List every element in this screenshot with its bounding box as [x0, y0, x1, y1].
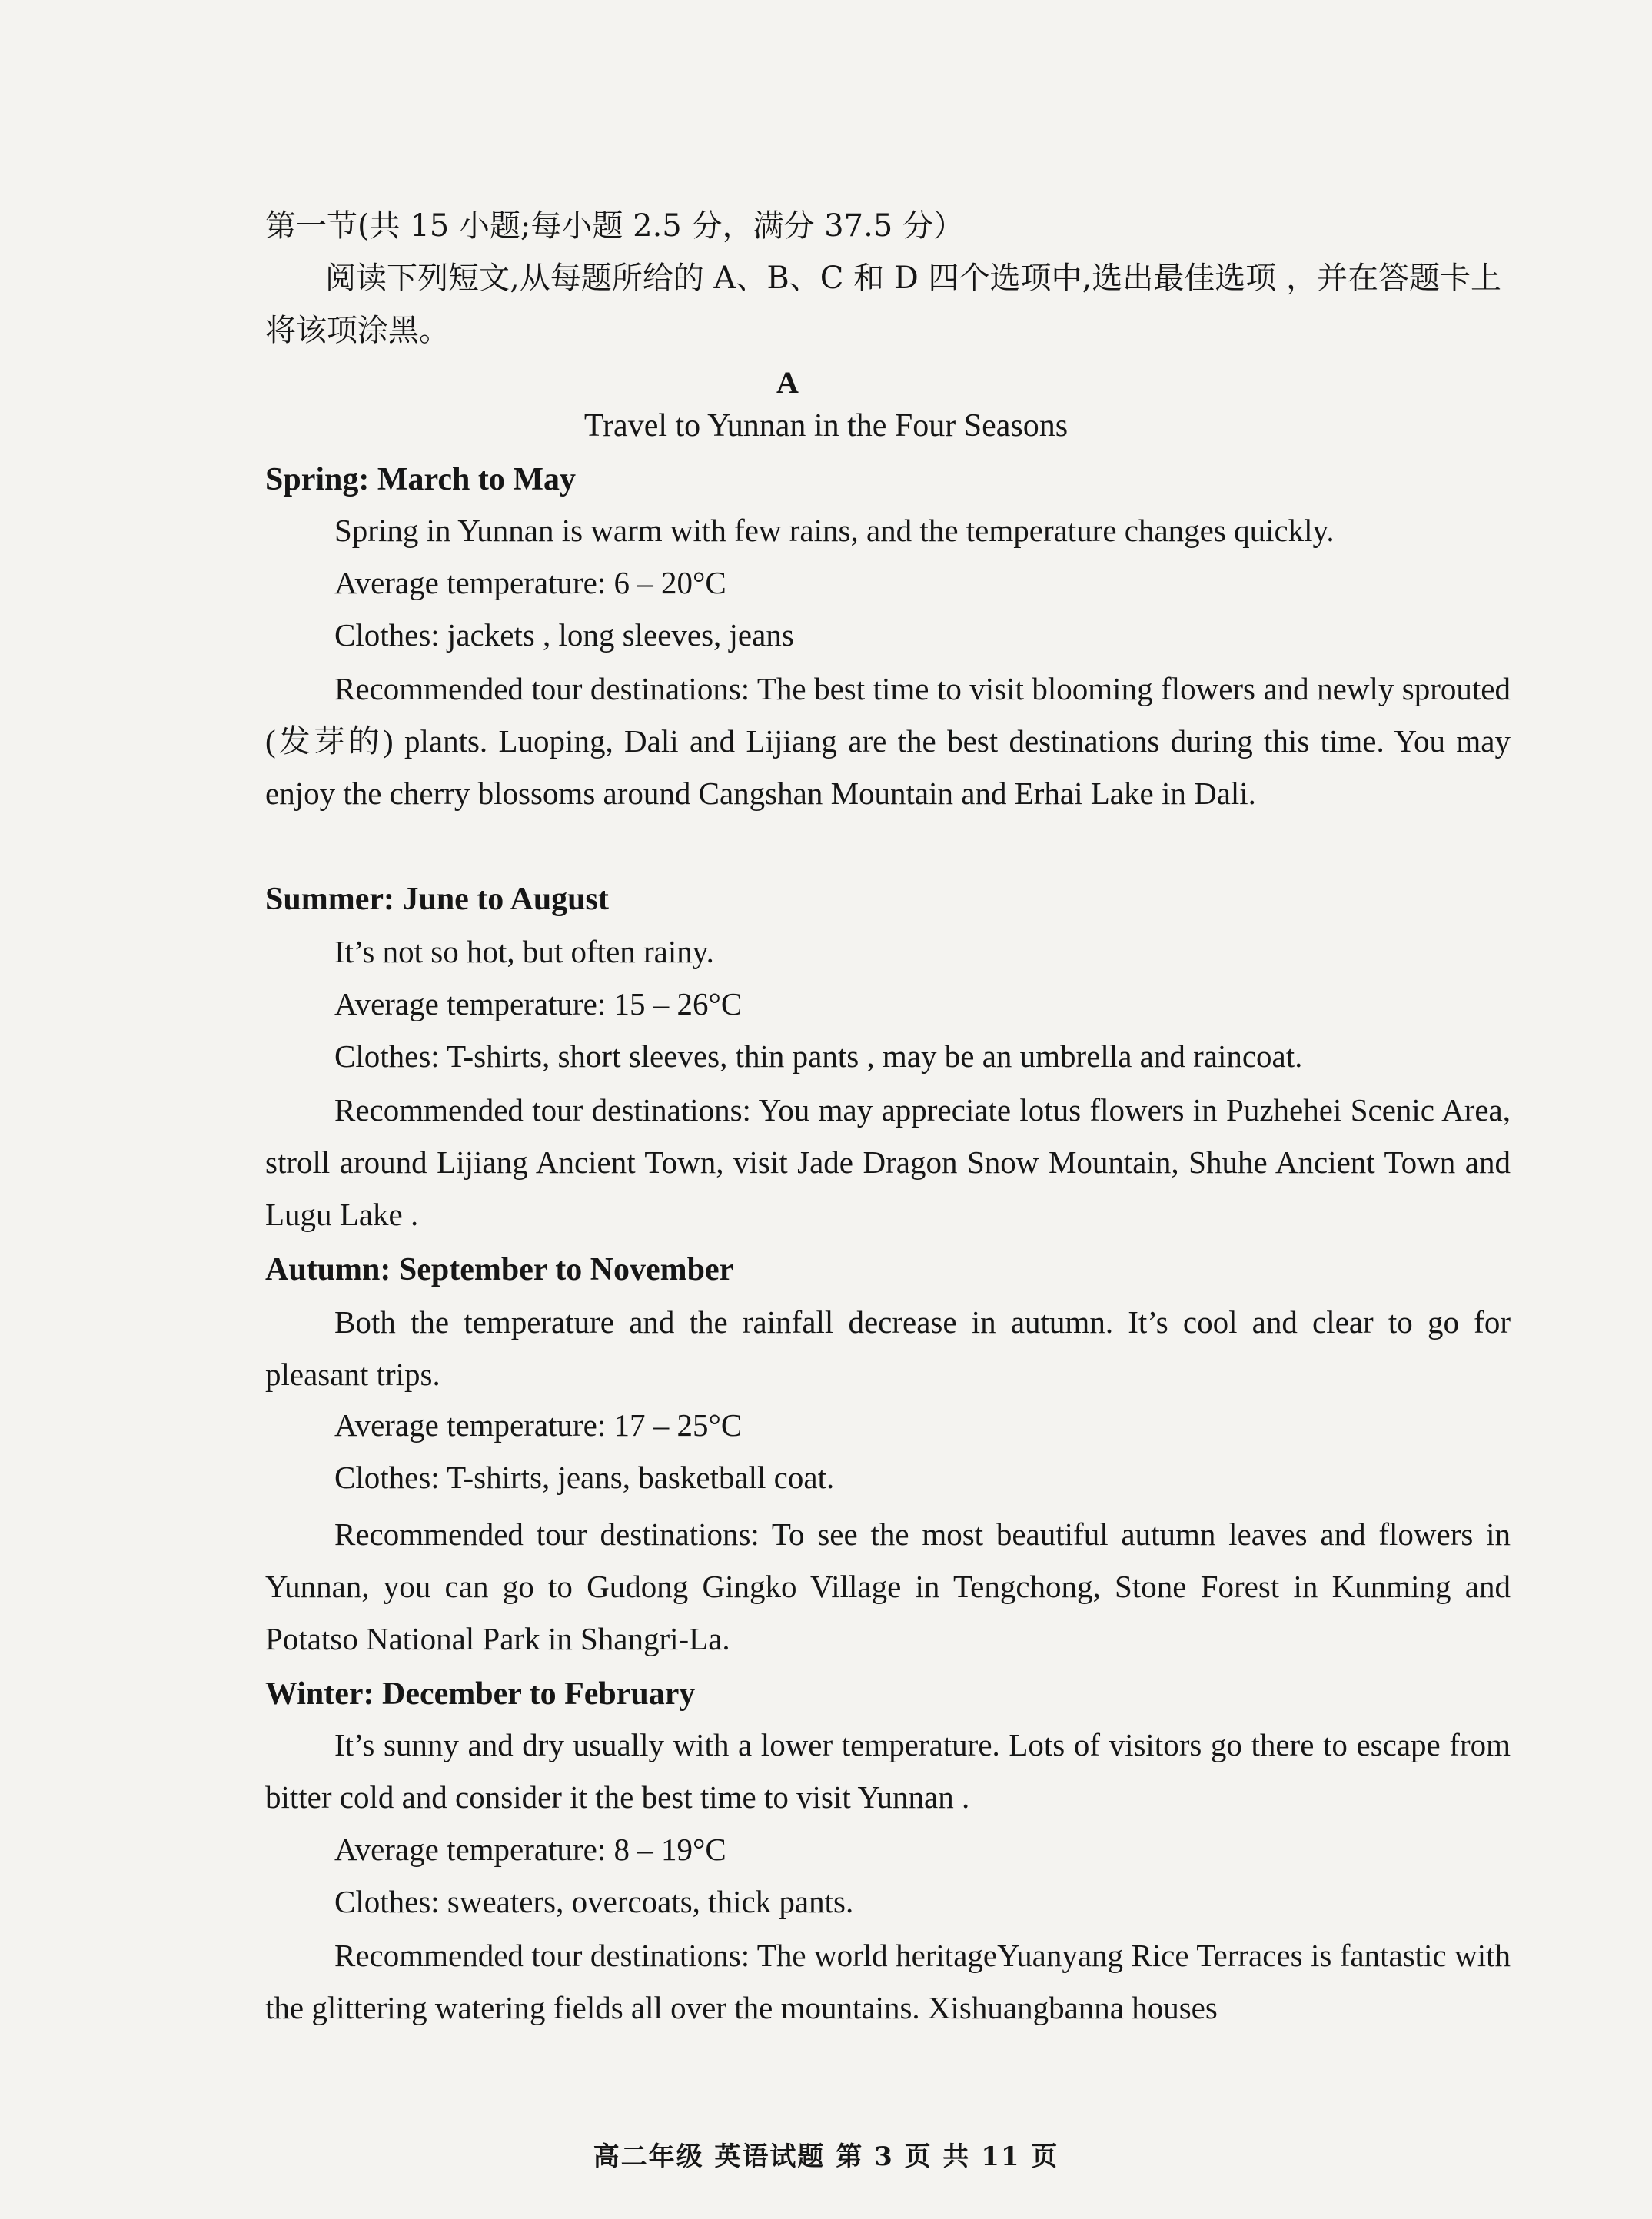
autumn-heading: Autumn: September to November: [265, 1252, 734, 1287]
winter-intro: It’s sunny and dry usually with a lower temperature. Lots of visitors go there to escape from bitter cold and consider it the best time to visit Yunnan .: [265, 1727, 1511, 1815]
autumn-recommend: Recommended tour destinations: To see the most beautiful autumn leaves and flowers in Yunnan, you can go to Gudong Gingko Village in Tengchong, Stone Forest in Kunming and Potatso National Park in Shangri-La.: [265, 1516, 1511, 1656]
spring-temp: Average temperature: 6 – 20°C: [334, 565, 726, 600]
passage-letter: A: [776, 365, 799, 400]
winter-heading: Winter: December to February: [265, 1676, 696, 1712]
passage-title: Travel to Yunnan in the Four Seasons: [583, 408, 1069, 443]
spring-intro: Spring in Yunnan is warm with few rains, and the temperature changes quickly.: [334, 513, 1335, 548]
spring-heading: Spring: March to May: [265, 462, 577, 497]
summer-heading: Summer: June to August: [265, 882, 609, 917]
summer-recommend: Recommended tour destinations: You may appreciate lotus flowers in Puzhehei Scenic Area, stroll around Lijiang Ancient Town, visit Jade Dragon Snow Mountain, Shuhe Ancient Town and Lugu Lake .: [265, 1092, 1511, 1232]
autumn-clothes: Clothes: T-shirts, jeans, basketball coat.: [334, 1460, 835, 1495]
summer-clothes: Clothes: T-shirts, short sleeves, thin pants , may be an umbrella and raincoat.: [334, 1038, 1303, 1074]
winter-recommend: Recommended tour destinations: The world heritageYuanyang Rice Terraces is fantastic with the glittering watering fields all over the mountains. Xishuangbanna houses: [265, 1938, 1511, 2025]
spring-clothes: Clothes: jackets , long sleeves, jeans: [334, 617, 794, 653]
summer-intro: It’s not so hot, but often rainy.: [334, 934, 714, 969]
autumn-temp: Average temperature: 17 – 25°C: [334, 1407, 743, 1443]
winter-temp: Average temperature: 8 – 19°C: [334, 1832, 726, 1867]
spring-recommend: Recommended tour destinations: The best time to visit blooming flowers and newly sprouted (发芽的) plants. Luoping, Dali and Lijiang are the best destinations during this time. You may enjoy the cherry blossoms around Cangshan Mountain and Erhai Lake in Dali.: [265, 671, 1511, 811]
winter-clothes: Clothes: sweaters, overcoats, thick pants.: [334, 1884, 854, 1919]
section-header: 第一节(共 15 小题;每小题 2.5 分，满分 37.5 分）: [265, 208, 964, 244]
autumn-intro: Both the temperature and the rainfall decrease in autumn. It’s cool and clear to go for pleasant trips.: [265, 1304, 1511, 1392]
summer-temp: Average temperature: 15 – 26°C: [334, 986, 743, 1021]
page-footer: 高二年级 英语试题 第 3 页 共 11 页: [593, 2141, 1059, 2172]
instructions: 阅读下列短文,从每题所给的 A、B、C 和 D 四个选项中,选出最佳选项 ，并在答题卡上将该项涂黑。: [265, 261, 1501, 348]
